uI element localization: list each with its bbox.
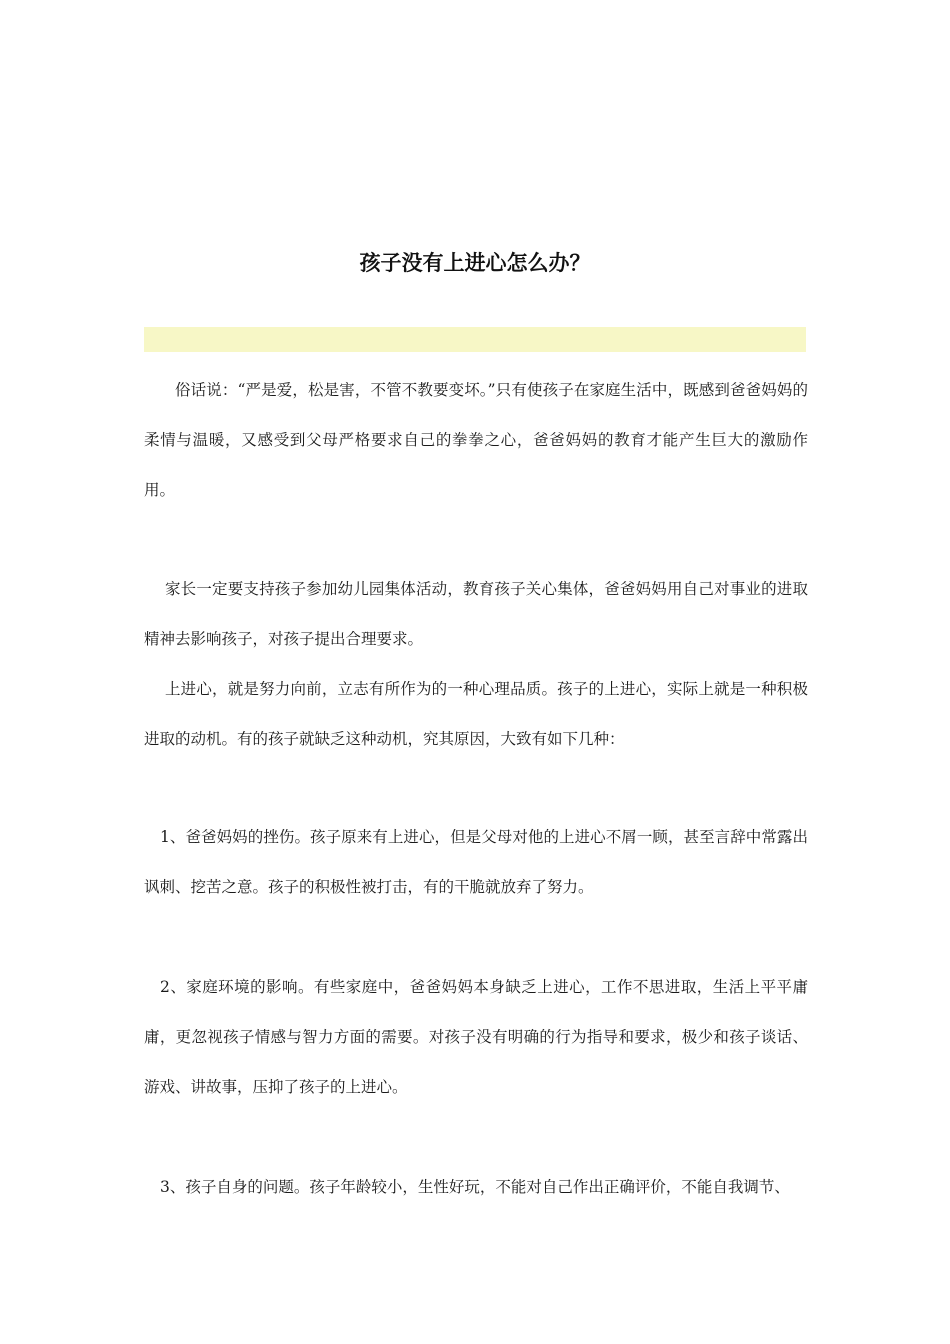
paragraph-1: 俗话说：“严是爱，松是害，不管不教要变坏。”只有使孩子在家庭生活中，既感到爸爸妈妈的柔情与温暖，又感受到父母严格要求自己的拳拳之心，爸爸妈妈的教育才能产生巨大的激励作用。 [144, 381, 808, 499]
paragraph-reason-1: 1、爸爸妈妈的挫伤。孩子原来有上进心，但是父母对他的上进心不屑一顾，甚至言辞中常露出讽刺、挖苦之意。孩子的积极性被打击，有的干脆就放弃了努力。 [144, 828, 808, 896]
paragraph-3: 上进心，就是努力向前，立志有所作为的一种心理品质。孩子的上进心，实际上就是一种积极进取的动机。有的孩子就缺乏这种动机，究其原因，大致有如下几种： [144, 680, 808, 748]
paragraph-reason-3: 3、孩子自身的问题。孩子年龄较小，生性好玩，不能对自己作出正确评价，不能自我调节、 [160, 1178, 790, 1196]
highlight-bar [144, 327, 806, 352]
paragraph-2: 家长一定要支持孩子参加幼儿园集体活动，教育孩子关心集体，爸爸妈妈用自己对事业的进取精神去影响孩子，对孩子提出合理要求。 [144, 580, 808, 648]
paragraph-reason-2: 2、家庭环境的影响。有些家庭中，爸爸妈妈本身缺乏上进心，工作不思进取，生活上平平庸庸，更忽视孩子情感与智力方面的需要。对孩子没有明确的行为指导和要求，极少和孩子谈话、游戏、讲故事，压抑了孩子的上进心。 [144, 978, 808, 1096]
document-title: 孩子没有上进心怎么办？ [359, 251, 591, 275]
